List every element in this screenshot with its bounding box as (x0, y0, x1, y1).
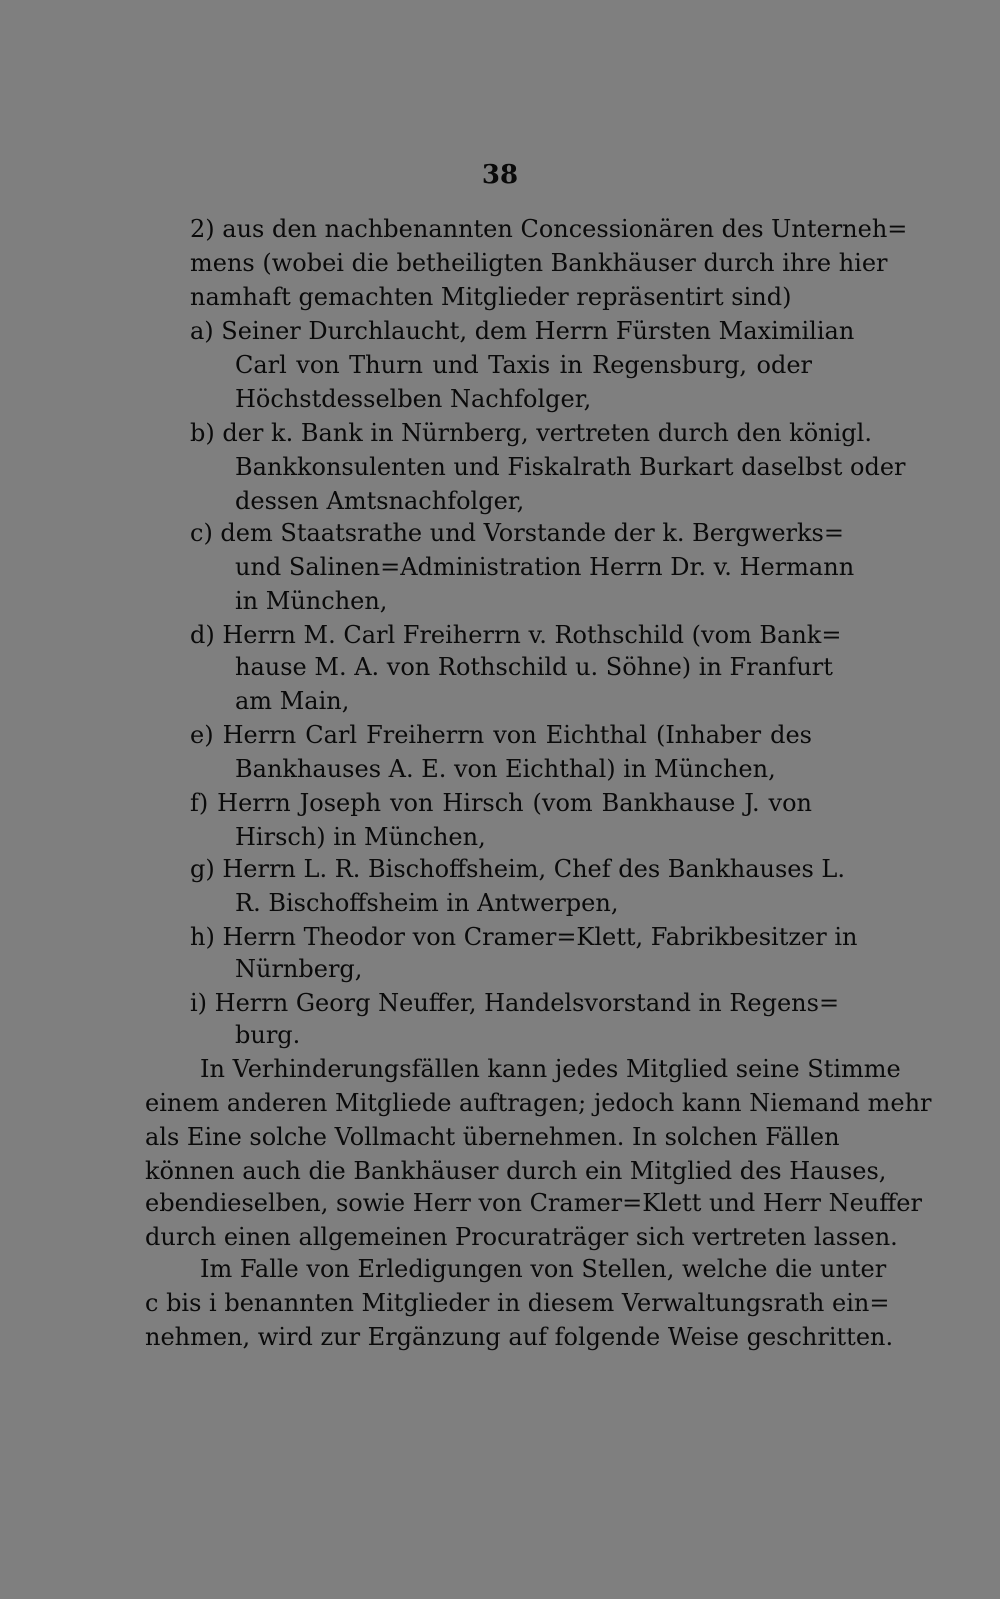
text-line: Nürnberg, (235, 955, 363, 983)
text-line: können auch die Bankhäuser durch ein Mitglied des Hauses, (145, 1157, 887, 1185)
text-line: Im Falle von Erledigungen von Stellen, welche die unter (200, 1255, 887, 1283)
text-line: c) dem Staatsrathe und Vorstande der k. Bergwerks= (190, 519, 844, 547)
text-line: nehmen, wird zur Ergänzung auf folgende Weise geschritten. (145, 1323, 894, 1351)
text-line: c bis i benannten Mitglieder in diesem Verwaltungsrath ein= (145, 1289, 890, 1317)
text-line: ebendieselben, sowie Herr von Cramer=Klett und Herr Neuffer (145, 1189, 922, 1217)
text-line: Bankhauses A. E. von Eichthal) in München, (235, 755, 776, 783)
page-number: 38 (481, 160, 519, 190)
text-line: In Verhinderungsfällen kann jedes Mitglied seine Stimme (200, 1055, 901, 1083)
text-line: dessen Amtsnachfolger, (235, 487, 525, 515)
text-line: namhaft gemachten Mitglieder repräsentirt sind) (190, 283, 792, 311)
text-line: d) Herrn M. Carl Freiherrn v. Rothschild (vom Bank= (190, 621, 842, 649)
text-line: Bankkonsulenten und Fiskalrath Burkart daselbst oder (235, 453, 906, 481)
text-line: einem anderen Mitgliede auftragen; jedoch kann Niemand mehr (145, 1089, 932, 1117)
text-line: am Main, (235, 687, 350, 715)
text-line: a) Seiner Durchlaucht, dem Herrn Fürsten Maximilian (190, 317, 855, 345)
text-line: 2) aus den nachbenannten Concessionären des Unterneh= (190, 215, 908, 243)
text-line: durch einen allgemeinen Procuraträger sich vertreten lassen. (145, 1223, 898, 1251)
text-line: hause M. A. von Rothschild u. Söhne) in Franfurt (235, 653, 833, 681)
text-line: burg. (235, 1021, 301, 1049)
text-line: R. Bischoffsheim in Antwerpen, (235, 889, 619, 917)
text-line: in München, (235, 587, 388, 615)
text-line: i) Herrn Georg Neuffer, Handelsvorstand in Regens= (190, 989, 840, 1017)
text-line: b) der k. Bank in Nürnberg, vertreten durch den königl. (190, 419, 872, 447)
text-line: Hirsch) in München, (235, 823, 486, 851)
text-line: h) Herrn Theodor von Cramer=Klett, Fabrikbesitzer in (190, 923, 858, 951)
text-line: g) Herrn L. R. Bischoffsheim, Chef des Bankhauses L. (190, 855, 845, 883)
text-line: und Salinen=Administration Herrn Dr. v. Hermann (235, 553, 855, 581)
text-line: e) Herrn Carl Freiherrn von Eichthal (Inhaber des (190, 721, 812, 749)
text-line: Carl von Thurn und Taxis in Regensburg, oder (235, 351, 812, 379)
text-line: Höchstdesselben Nachfolger, (235, 385, 592, 413)
text-line: mens (wobei die betheiligten Bankhäuser durch ihre hier (190, 249, 888, 277)
text-line: f) Herrn Joseph von Hirsch (vom Bankhause J. von (190, 789, 812, 817)
text-line: als Eine solche Vollmacht übernehmen. In solchen Fällen (145, 1123, 840, 1151)
